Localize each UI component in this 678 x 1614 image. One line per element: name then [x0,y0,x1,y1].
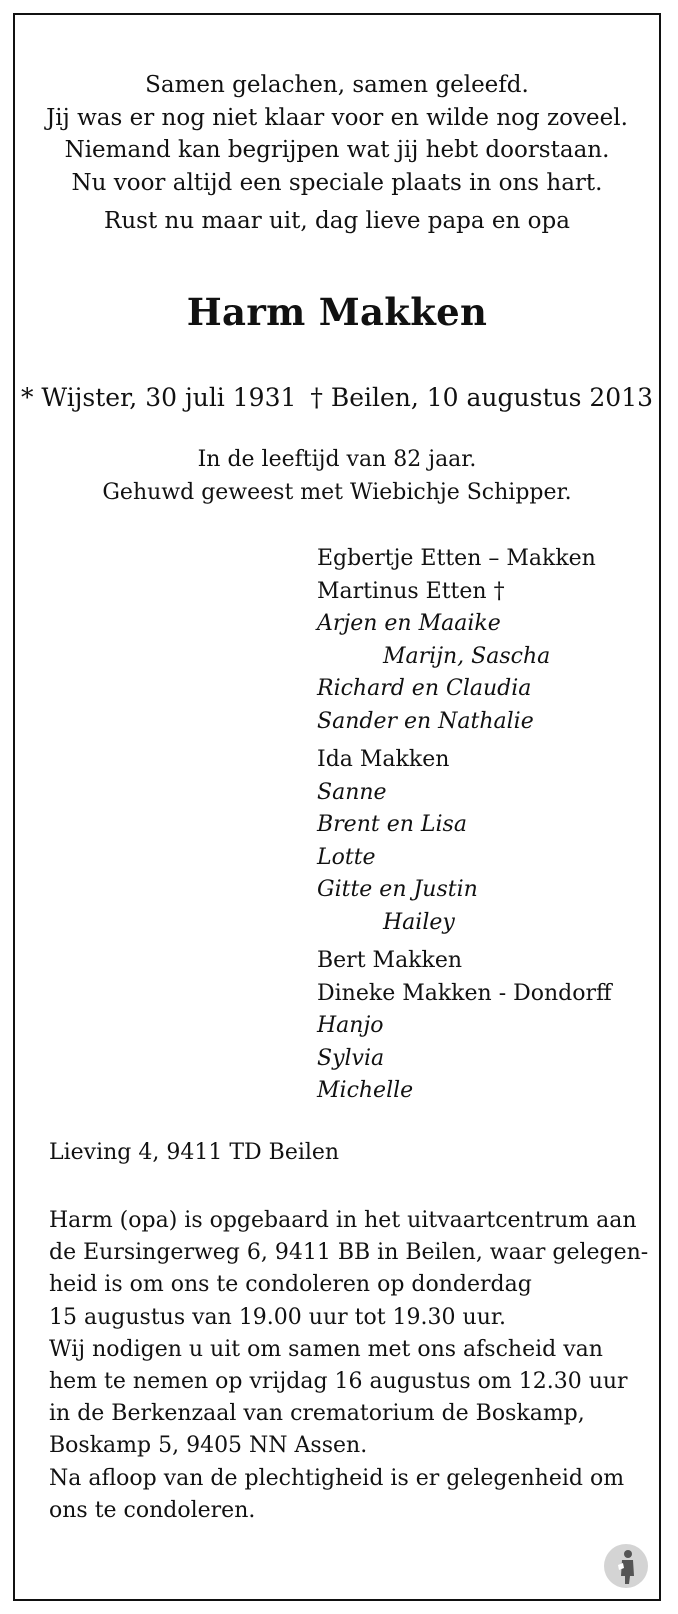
poem-line: Niemand kan begrijpen wat jij hebt doorstaan. [64,137,610,163]
grandchild-name: Michelle [317,1078,414,1103]
poem-line: Jij was er nog niet klaar voor en wilde nog zoveel. [46,104,628,131]
family-group [317,744,612,939]
info-line: Harm (opa) is opgebaard in het uitvaartcentrum aan [49,1208,637,1233]
child-name: Martinus Etten † [317,578,505,604]
poem-closing: Rust nu maar uit, dag lieve papa en opa [104,208,570,234]
info-line: Boskamp 5, 9405 NN Assen. [49,1433,368,1459]
grandchild-name: Richard en Claudia [317,676,532,701]
grandchild-name: Brent en Lisa [317,812,467,837]
memorial-figure-icon [603,1543,649,1589]
home-address: Lieving 4, 9411 TD Beilen [49,1140,340,1165]
poem-line: Nu voor altijd een speciale plaats in ons hart. [71,169,603,196]
family-group [317,945,612,1108]
poem-line: Samen gelachen, samen geleefd. [145,72,529,98]
age-line: In de leeftijd van 82 jaar. [197,447,477,472]
grandchild-name: Sander en Nathalie [317,708,534,734]
child-name: Bert Makken [317,948,463,973]
info-line: heid is om ons te condoleren op donderdag [49,1272,532,1298]
deceased-name: Harm Makken [186,290,488,334]
info-line: Na afloop van de plechtigheid is er gelegenheid om [49,1465,625,1491]
life-dates [15,383,659,412]
grandchild-name: Sylvia [317,1045,385,1071]
grandchild-name: Hanjo [317,1013,384,1038]
info-line: de Eursingerweg 6, 9411 BB in Beilen, waar gelegen- [49,1240,649,1266]
marriage-line: Gehuwd geweest met Wiebichje Schipper. [102,480,572,505]
info-line: 15 augustus van 19.00 uur tot 19.30 uur. [49,1304,506,1330]
birth-date: * Wijster, 30 juli 1931 [20,383,297,412]
grandchild-name: Marijn, Sascha [383,643,551,669]
family-group [317,543,612,738]
death-date: † Beilen, 10 augustus 2013 [310,383,654,412]
child-name: Dineke Makken - Dondorff [317,980,612,1006]
grandchild-name: Hailey [383,909,455,935]
age-info [15,443,659,509]
info-line: Wij nodigen u uit om samen met ons afscheid van [49,1336,603,1362]
info-line: in de Berkenzaal van crematorium de Boskamp, [49,1401,585,1427]
info-line: ons te condoleren. [49,1497,256,1523]
child-name: Ida Makken [317,747,450,772]
grandchild-name: Gitte en Justin [317,877,478,902]
info-line: hem te nemen op vrijdag 16 augustus om 12.30 uur [49,1369,628,1395]
funeral-info [49,1205,649,1527]
family-list [317,543,612,1114]
grandchild-name: Sanne [317,779,387,805]
grandchild-name: Lotte [317,844,376,870]
obituary-card [13,13,661,1601]
grandchild-name: Arjen en Maaike [317,611,501,636]
poem [15,69,659,238]
child-name: Egbertje Etten – Makken [317,546,596,571]
